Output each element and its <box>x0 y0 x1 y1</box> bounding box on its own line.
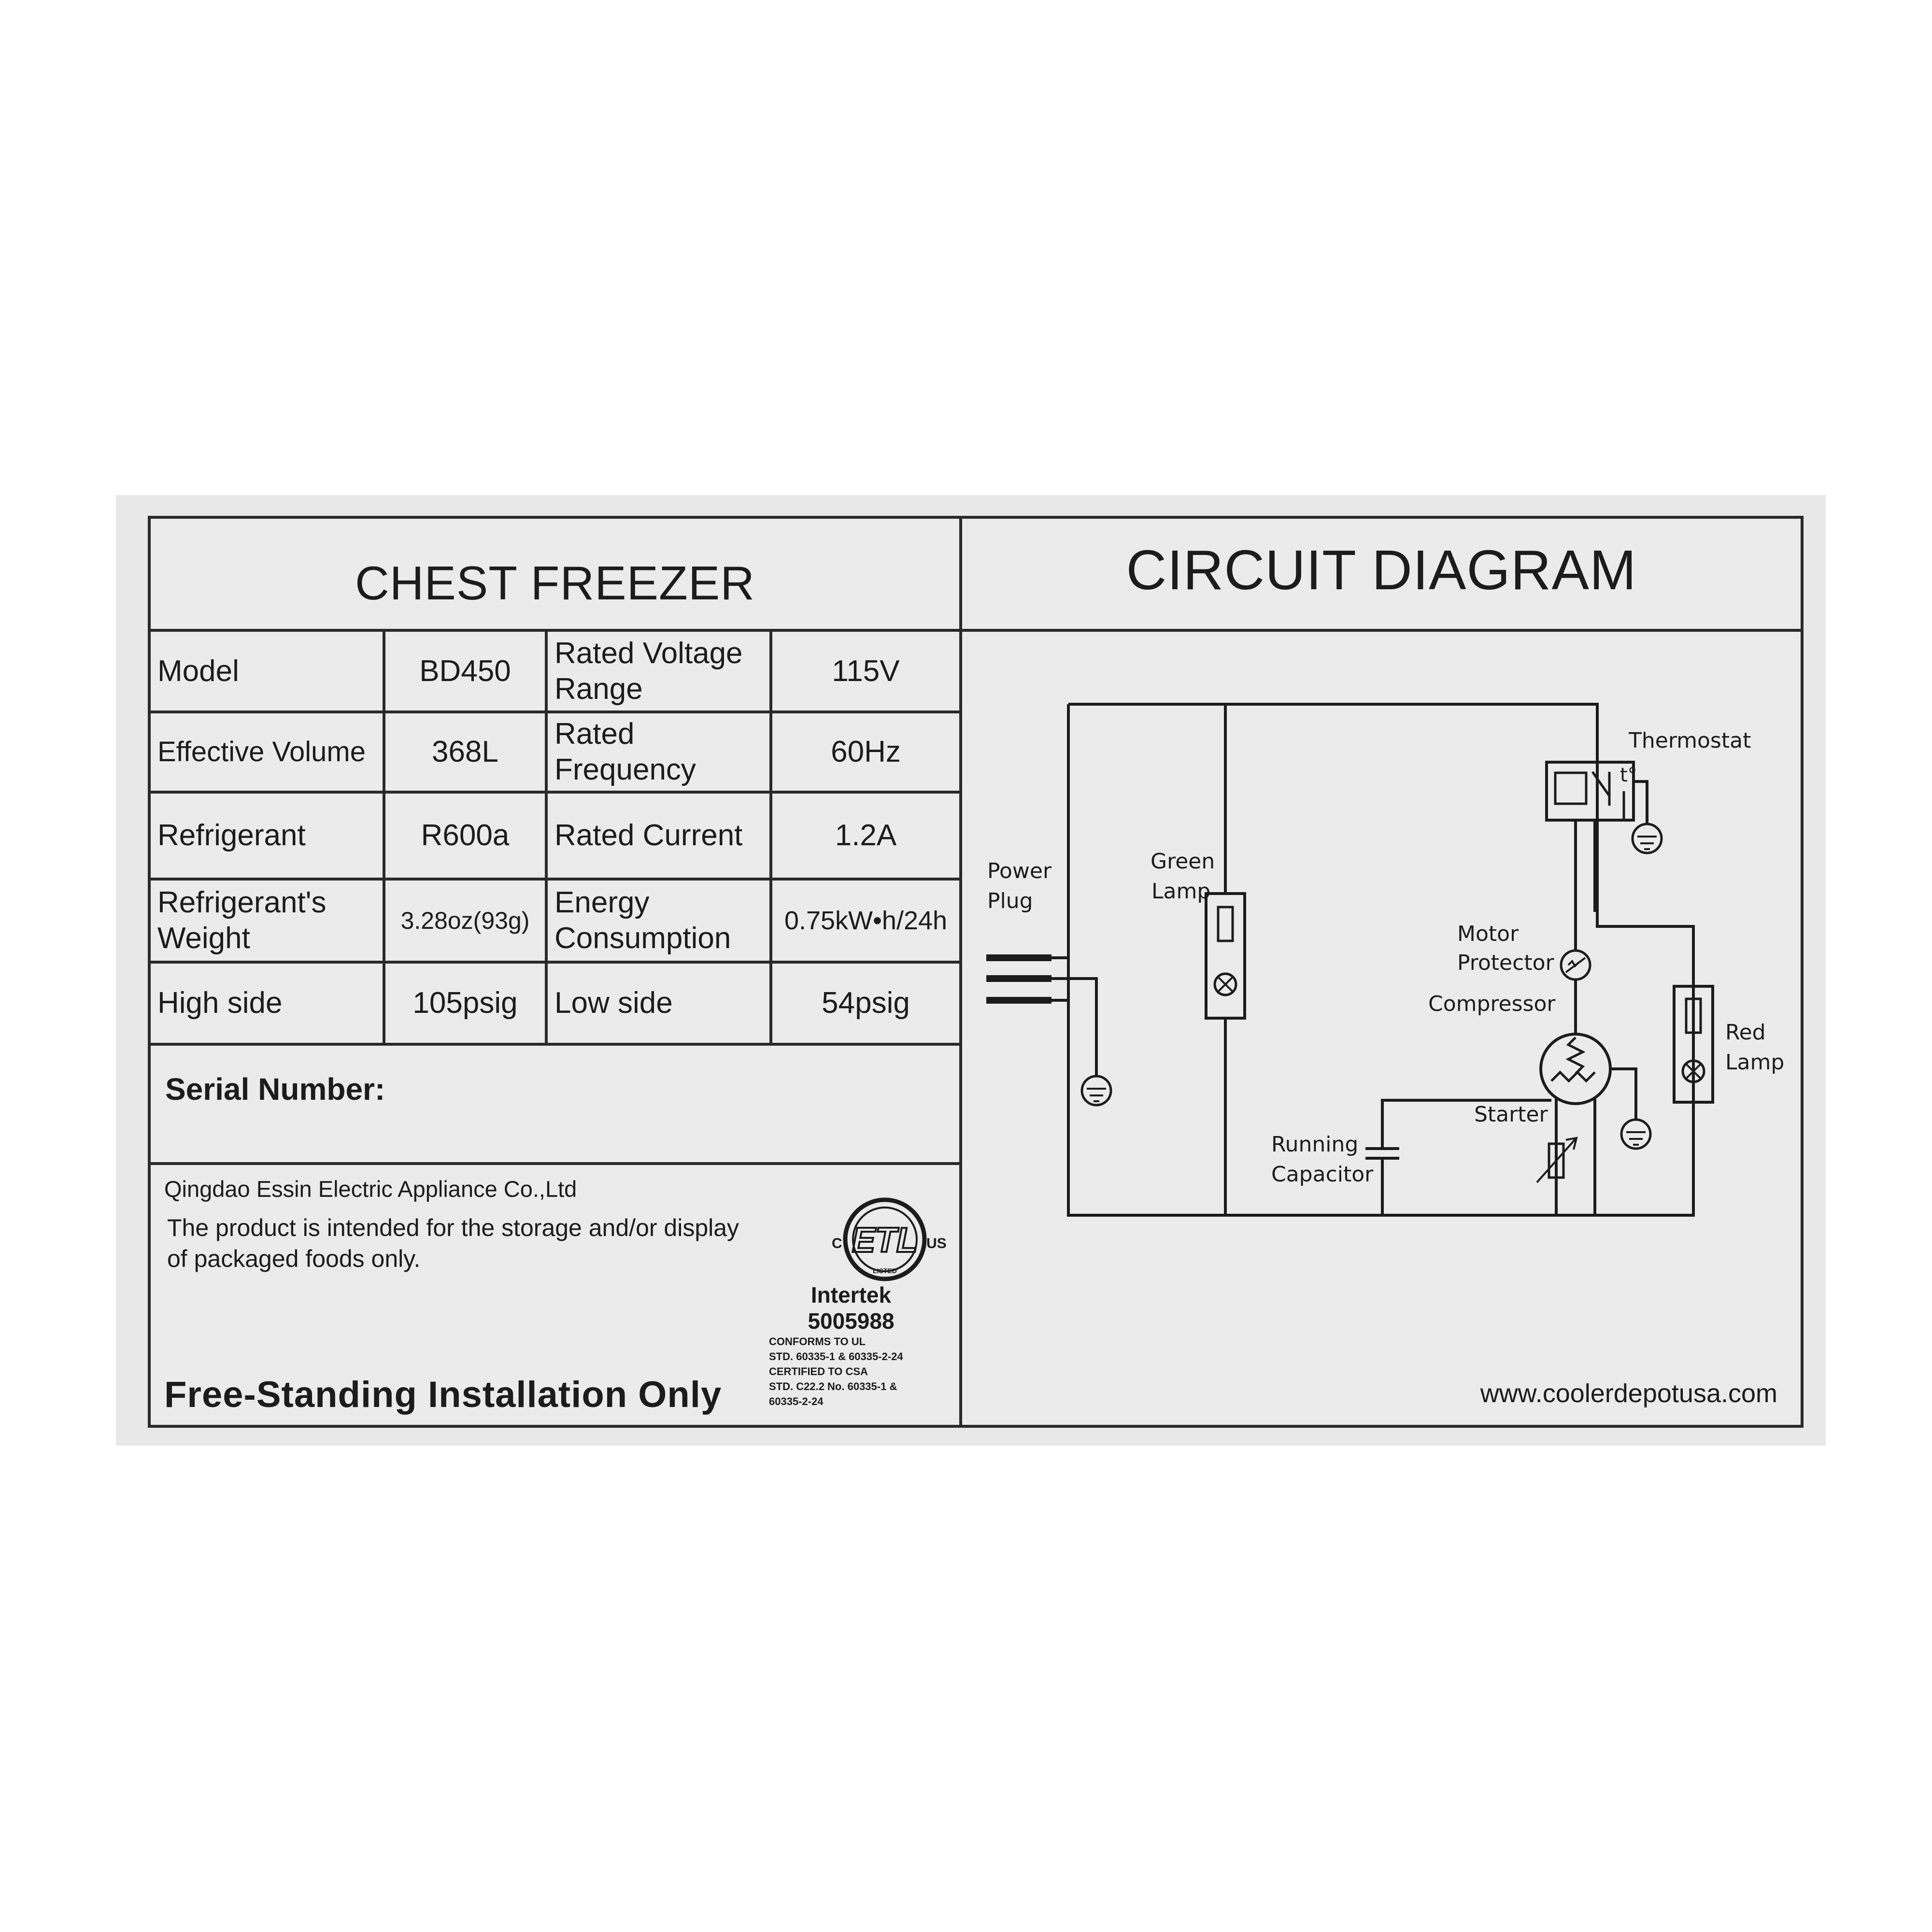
serial-number-label: Serial Number: <box>151 1051 959 1165</box>
conformance-line: 60335-2-24 <box>769 1395 824 1407</box>
spec-value: 368L <box>384 712 546 792</box>
standards-conformance <box>769 1334 952 1409</box>
spec-key: Refrigerant's Weight <box>151 879 384 962</box>
intertek-block <box>774 1282 928 1334</box>
running-capacitor-label: Capacitor <box>1271 1162 1374 1187</box>
conformance-line: CONFORMS TO UL <box>769 1335 866 1348</box>
spec-key: Rated Current <box>546 792 771 879</box>
spec-key: Low side <box>546 962 771 1044</box>
thermostat-symbol-text: t° <box>1620 764 1637 786</box>
thermostat-label: Thermostat <box>1629 728 1751 753</box>
spec-value: 1.2A <box>771 792 959 879</box>
spec-key: Effective Volume <box>151 712 384 792</box>
intertek-name: Intertek <box>810 1282 892 1307</box>
table-row <box>151 712 959 792</box>
table-row <box>151 879 959 962</box>
etl-listed-mark: LISTED <box>873 1267 897 1275</box>
circuit-panel <box>962 519 1801 1425</box>
spec-value: 60Hz <box>771 712 959 792</box>
starter-label: Starter <box>1474 1102 1548 1127</box>
spec-key: Refrigerant <box>151 792 384 879</box>
table-row <box>151 792 959 879</box>
spec-value: 105psig <box>384 962 546 1044</box>
spec-panel <box>151 519 962 1425</box>
motor-protector-symbol <box>1566 958 1585 972</box>
table-row <box>151 632 959 712</box>
spec-key: Rated Frequency <box>546 712 771 792</box>
spec-key: Energy Consumption <box>546 879 771 962</box>
wire <box>1051 979 1096 1076</box>
spec-value: 54psig <box>771 962 959 1044</box>
power-plug-label: Plug <box>987 889 1033 913</box>
spec-key: High side <box>151 962 384 1044</box>
spec-key: Model <box>151 632 384 712</box>
website-url: www.coolerdepotusa.com <box>1480 1379 1777 1408</box>
thermostat-sensor <box>1555 773 1586 804</box>
intended-use-text: The product is intended for the storage and/or display of packaged foods only. <box>167 1214 739 1272</box>
wire <box>1610 1069 1636 1120</box>
product-title: CHEST FREEZER <box>151 519 959 632</box>
etl-c-mark: C <box>832 1236 842 1251</box>
rating-label <box>148 516 1804 1428</box>
red-lamp-label: Lamp <box>1725 1050 1785 1075</box>
compressor-symbol <box>1541 1034 1610 1104</box>
installation-note: Free-Standing Installation Only <box>164 1374 722 1415</box>
red-lamp-label: Red <box>1725 1020 1766 1045</box>
green-lamp-label: Green <box>1151 849 1215 874</box>
intertek-number: 5005988 <box>808 1308 895 1334</box>
ground-symbol <box>1087 1089 1106 1101</box>
spec-value: 115V <box>771 632 959 712</box>
conformance-line: STD. 60335-1 & 60335-2-24 <box>769 1350 903 1363</box>
motor-protector-label: Protector <box>1457 951 1554 975</box>
circuit-title: CIRCUIT DIAGRAM <box>962 519 1801 632</box>
green-lamp-box <box>1206 894 1245 1018</box>
spec-table <box>151 632 959 1046</box>
green-lamp-resistor <box>1218 907 1233 941</box>
etl-us-mark: US <box>926 1236 947 1251</box>
compressor-label: Compressor <box>1428 992 1556 1016</box>
ground-symbol <box>1637 837 1657 849</box>
conformance-line: CERTIFIED TO CSA <box>769 1365 868 1378</box>
compressor-winding <box>1551 1037 1595 1081</box>
ground-symbol <box>1626 1132 1646 1145</box>
spec-value: 3.28oz(93g) <box>384 879 546 962</box>
conformance-line: STD. C22.2 No. 60335-1 & <box>769 1380 897 1392</box>
green-lamp-label: Lamp <box>1151 879 1211 904</box>
table-row <box>151 962 959 1044</box>
spec-value: R600a <box>384 792 546 879</box>
manufacturer-name: Qingdao Essin Electric Appliance Co.,Ltd <box>164 1176 577 1202</box>
spec-value: 0.75kW•h/24h <box>771 879 959 962</box>
power-plug-label: Power <box>987 859 1052 883</box>
circuit-diagram <box>962 632 1804 1424</box>
spec-key: Rated Voltage Range <box>546 632 771 712</box>
wire <box>1068 704 1597 728</box>
motor-protector-label: Motor <box>1457 922 1519 946</box>
wire <box>1634 781 1647 825</box>
running-capacitor-label: Running <box>1271 1132 1359 1157</box>
green-lamp-bulb <box>1218 977 1233 992</box>
spec-value: BD450 <box>384 632 546 712</box>
etl-logo-text: ETL <box>852 1221 918 1260</box>
